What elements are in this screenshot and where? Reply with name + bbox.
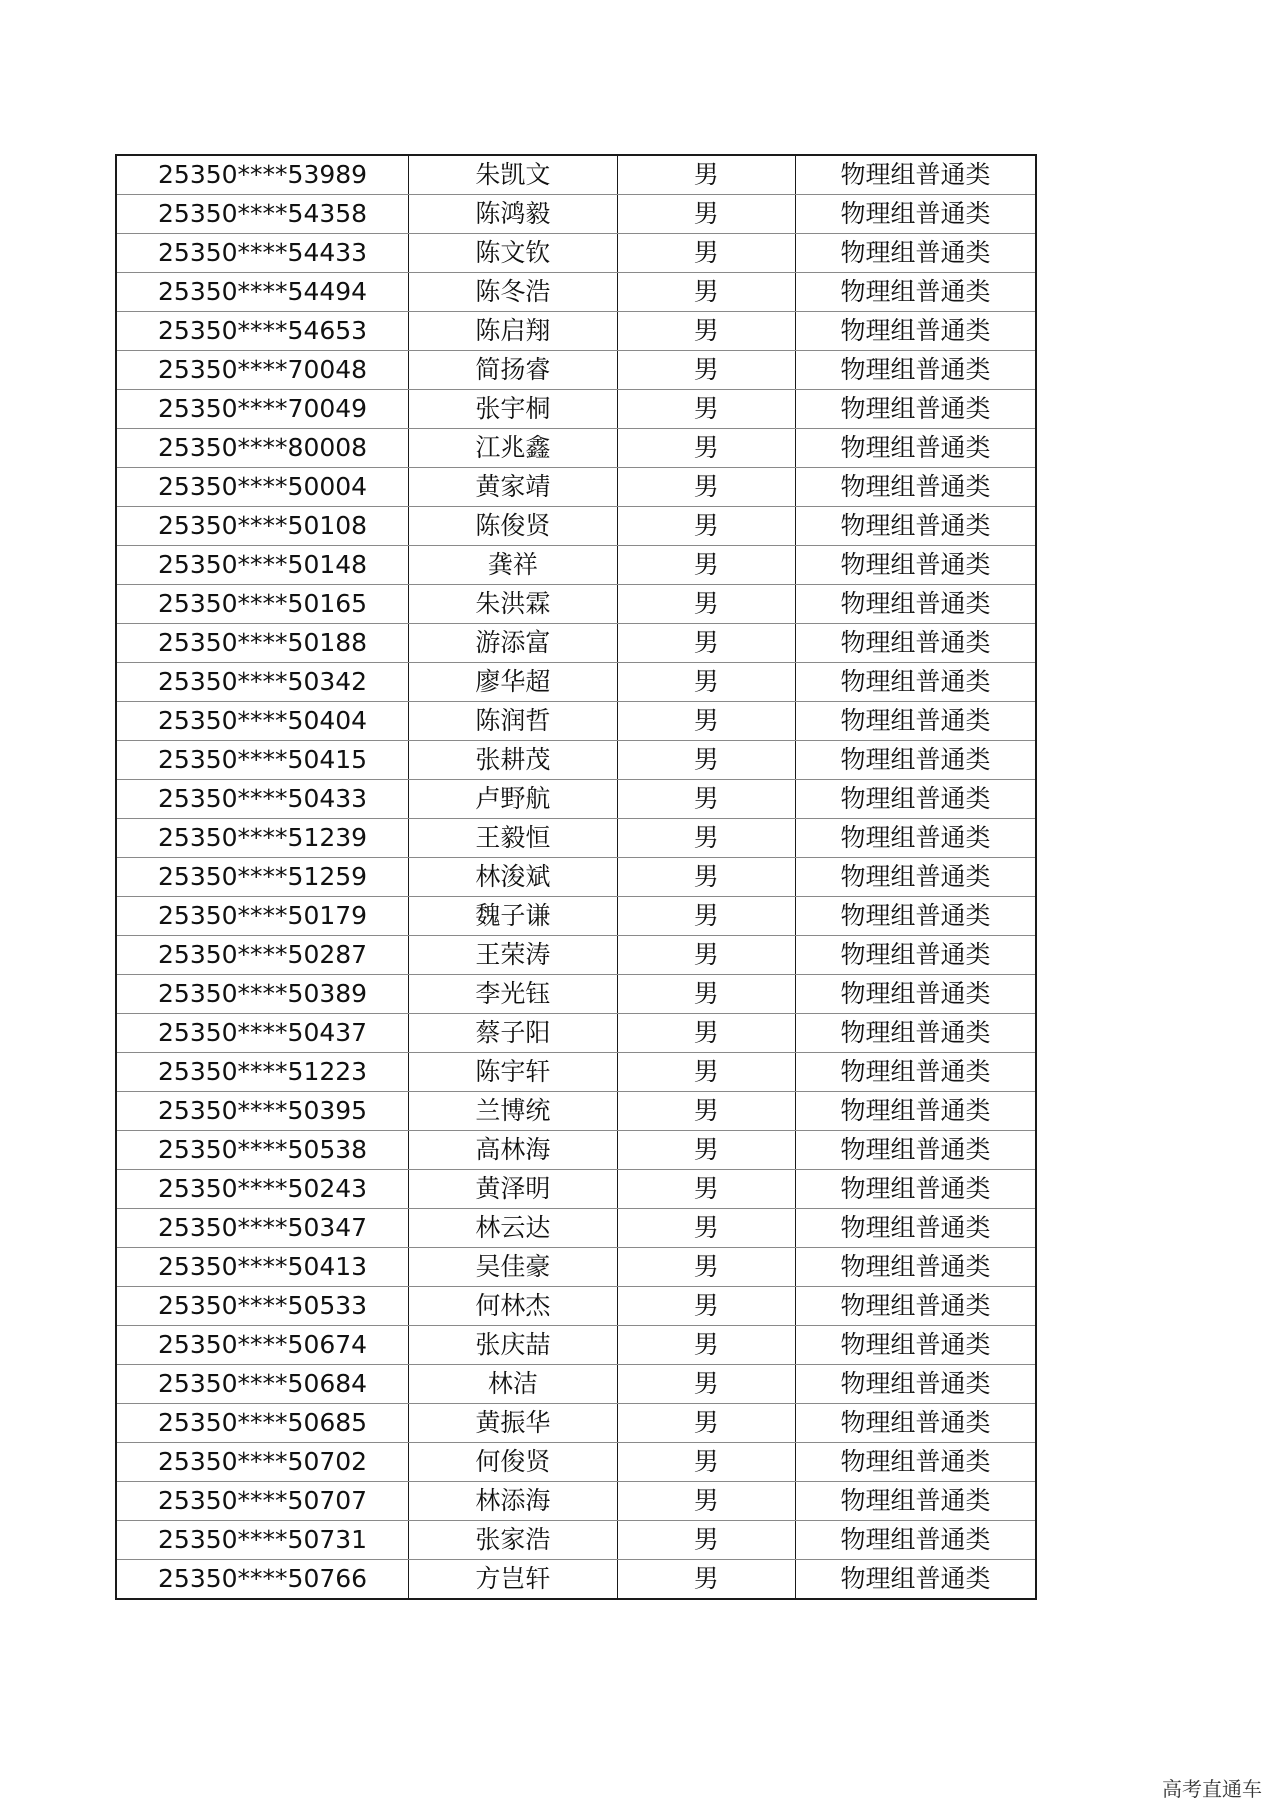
table-row: [116, 1209, 1036, 1248]
student-name-cell: 朱凯文: [409, 155, 617, 195]
student-name-cell: 黄振华: [409, 1404, 617, 1443]
student-name-cell: 陈俊贤: [409, 507, 617, 546]
category-cell: 物理组普通类: [795, 1365, 1036, 1404]
exam-id-cell: 25350****53989: [116, 155, 409, 195]
student-name-cell: 林添海: [409, 1482, 617, 1521]
student-name-cell: 何林杰: [409, 1287, 617, 1326]
category-cell: 物理组普通类: [795, 1404, 1036, 1443]
gender-cell: 男: [617, 1053, 795, 1092]
student-name-cell: 张耕茂: [409, 741, 617, 780]
gender-cell: 男: [617, 507, 795, 546]
gender-cell: 男: [617, 1092, 795, 1131]
category-cell: 物理组普通类: [795, 1248, 1036, 1287]
table-row: [116, 1326, 1036, 1365]
exam-id-cell: 25350****70049: [116, 390, 409, 429]
table-row: [116, 1248, 1036, 1287]
student-name-cell: 兰博统: [409, 1092, 617, 1131]
gender-cell: 男: [617, 1326, 795, 1365]
table-row: [116, 546, 1036, 585]
category-cell: 物理组普通类: [795, 312, 1036, 351]
exam-id-cell: 25350****54433: [116, 234, 409, 273]
gender-cell: 男: [617, 468, 795, 507]
category-cell: 物理组普通类: [795, 624, 1036, 663]
exam-id-cell: 25350****50108: [116, 507, 409, 546]
gender-cell: 男: [617, 195, 795, 234]
exam-id-cell: 25350****50287: [116, 936, 409, 975]
exam-id-cell: 25350****50684: [116, 1365, 409, 1404]
table-row: [116, 390, 1036, 429]
exam-id-cell: 25350****51259: [116, 858, 409, 897]
table-row: [116, 155, 1036, 195]
table-row: [116, 663, 1036, 702]
category-cell: 物理组普通类: [795, 1209, 1036, 1248]
table-row: [116, 1287, 1036, 1326]
category-cell: 物理组普通类: [795, 858, 1036, 897]
table-row: [116, 1443, 1036, 1482]
table-row: [116, 1053, 1036, 1092]
exam-id-cell: 25350****50004: [116, 468, 409, 507]
student-name-cell: 江兆鑫: [409, 429, 617, 468]
category-cell: 物理组普通类: [795, 1014, 1036, 1053]
gender-cell: 男: [617, 975, 795, 1014]
exam-id-cell: 25350****50685: [116, 1404, 409, 1443]
gender-cell: 男: [617, 936, 795, 975]
table-row: [116, 351, 1036, 390]
category-cell: 物理组普通类: [795, 507, 1036, 546]
exam-id-cell: 25350****54358: [116, 195, 409, 234]
gender-cell: 男: [617, 741, 795, 780]
student-name-cell: 黄家靖: [409, 468, 617, 507]
footer-watermark: 高考直通车: [1162, 1777, 1262, 1801]
exam-id-cell: 25350****50538: [116, 1131, 409, 1170]
gender-cell: 男: [617, 624, 795, 663]
student-name-cell: 林浚斌: [409, 858, 617, 897]
table-row: [116, 585, 1036, 624]
gender-cell: 男: [617, 390, 795, 429]
student-name-cell: 张宇桐: [409, 390, 617, 429]
category-cell: 物理组普通类: [795, 741, 1036, 780]
category-cell: 物理组普通类: [795, 702, 1036, 741]
exam-id-cell: 25350****54494: [116, 273, 409, 312]
category-cell: 物理组普通类: [795, 819, 1036, 858]
category-cell: 物理组普通类: [795, 390, 1036, 429]
exam-id-cell: 25350****50243: [116, 1170, 409, 1209]
exam-id-cell: 25350****50404: [116, 702, 409, 741]
student-name-cell: 何俊贤: [409, 1443, 617, 1482]
exam-id-cell: 25350****50533: [116, 1287, 409, 1326]
exam-id-cell: 25350****50395: [116, 1092, 409, 1131]
exam-id-cell: 25350****51223: [116, 1053, 409, 1092]
category-cell: 物理组普通类: [795, 1560, 1036, 1600]
gender-cell: 男: [617, 1443, 795, 1482]
category-cell: 物理组普通类: [795, 780, 1036, 819]
category-cell: 物理组普通类: [795, 155, 1036, 195]
category-cell: 物理组普通类: [795, 1521, 1036, 1560]
category-cell: 物理组普通类: [795, 1131, 1036, 1170]
exam-id-cell: 25350****51239: [116, 819, 409, 858]
student-name-cell: 游添富: [409, 624, 617, 663]
student-name-cell: 蔡子阳: [409, 1014, 617, 1053]
student-name-cell: 林洁: [409, 1365, 617, 1404]
student-name-cell: 卢野航: [409, 780, 617, 819]
category-cell: 物理组普通类: [795, 468, 1036, 507]
exam-id-cell: 25350****50433: [116, 780, 409, 819]
table-row: [116, 1014, 1036, 1053]
student-name-cell: 陈宇轩: [409, 1053, 617, 1092]
gender-cell: 男: [617, 1521, 795, 1560]
table-row: [116, 624, 1036, 663]
table-row: [116, 507, 1036, 546]
roster-body: [116, 155, 1036, 1599]
student-name-cell: 魏子谦: [409, 897, 617, 936]
category-cell: 物理组普通类: [795, 1482, 1036, 1521]
table-row: [116, 273, 1036, 312]
student-name-cell: 简扬睿: [409, 351, 617, 390]
gender-cell: 男: [617, 312, 795, 351]
student-name-cell: 黄泽明: [409, 1170, 617, 1209]
gender-cell: 男: [617, 429, 795, 468]
gender-cell: 男: [617, 1014, 795, 1053]
student-name-cell: 高林海: [409, 1131, 617, 1170]
table-row: [116, 1404, 1036, 1443]
gender-cell: 男: [617, 585, 795, 624]
exam-id-cell: 25350****50413: [116, 1248, 409, 1287]
category-cell: 物理组普通类: [795, 351, 1036, 390]
table-row: [116, 858, 1036, 897]
student-roster-table: [115, 154, 1037, 1600]
category-cell: 物理组普通类: [795, 585, 1036, 624]
table-row: [116, 1092, 1036, 1131]
student-name-cell: 王荣涛: [409, 936, 617, 975]
gender-cell: 男: [617, 702, 795, 741]
category-cell: 物理组普通类: [795, 429, 1036, 468]
table-row: [116, 1365, 1036, 1404]
gender-cell: 男: [617, 1287, 795, 1326]
student-name-cell: 龚祥: [409, 546, 617, 585]
category-cell: 物理组普通类: [795, 975, 1036, 1014]
exam-id-cell: 25350****54653: [116, 312, 409, 351]
student-name-cell: 陈文钦: [409, 234, 617, 273]
gender-cell: 男: [617, 1131, 795, 1170]
exam-id-cell: 25350****50702: [116, 1443, 409, 1482]
exam-id-cell: 25350****50766: [116, 1560, 409, 1600]
gender-cell: 男: [617, 1365, 795, 1404]
gender-cell: 男: [617, 273, 795, 312]
table-row: [116, 780, 1036, 819]
gender-cell: 男: [617, 819, 795, 858]
category-cell: 物理组普通类: [795, 1287, 1036, 1326]
table-row: [116, 468, 1036, 507]
category-cell: 物理组普通类: [795, 234, 1036, 273]
student-name-cell: 陈鸿毅: [409, 195, 617, 234]
category-cell: 物理组普通类: [795, 1443, 1036, 1482]
category-cell: 物理组普通类: [795, 1092, 1036, 1131]
exam-id-cell: 25350****50731: [116, 1521, 409, 1560]
table-row: [116, 1170, 1036, 1209]
student-name-cell: 朱洪霖: [409, 585, 617, 624]
category-cell: 物理组普通类: [795, 1053, 1036, 1092]
category-cell: 物理组普通类: [795, 1326, 1036, 1365]
exam-id-cell: 25350****50415: [116, 741, 409, 780]
gender-cell: 男: [617, 351, 795, 390]
student-name-cell: 王毅恒: [409, 819, 617, 858]
exam-id-cell: 25350****50674: [116, 1326, 409, 1365]
student-name-cell: 陈润哲: [409, 702, 617, 741]
table-row: [116, 819, 1036, 858]
gender-cell: 男: [617, 663, 795, 702]
exam-id-cell: 25350****50389: [116, 975, 409, 1014]
exam-id-cell: 25350****50165: [116, 585, 409, 624]
table-row: [116, 1482, 1036, 1521]
student-name-cell: 吴佳豪: [409, 1248, 617, 1287]
exam-id-cell: 25350****80008: [116, 429, 409, 468]
table-row: [116, 1131, 1036, 1170]
category-cell: 物理组普通类: [795, 273, 1036, 312]
gender-cell: 男: [617, 1404, 795, 1443]
student-name-cell: 廖华超: [409, 663, 617, 702]
gender-cell: 男: [617, 897, 795, 936]
student-name-cell: 陈冬浩: [409, 273, 617, 312]
gender-cell: 男: [617, 155, 795, 195]
table-row: [116, 195, 1036, 234]
gender-cell: 男: [617, 1560, 795, 1600]
student-name-cell: 陈启翔: [409, 312, 617, 351]
table-row: [116, 1560, 1036, 1600]
table-row: [116, 897, 1036, 936]
student-name-cell: 张家浩: [409, 1521, 617, 1560]
exam-id-cell: 25350****50188: [116, 624, 409, 663]
exam-id-cell: 25350****70048: [116, 351, 409, 390]
student-name-cell: 方岂轩: [409, 1560, 617, 1600]
gender-cell: 男: [617, 234, 795, 273]
student-name-cell: 张庆喆: [409, 1326, 617, 1365]
gender-cell: 男: [617, 1248, 795, 1287]
category-cell: 物理组普通类: [795, 663, 1036, 702]
category-cell: 物理组普通类: [795, 1170, 1036, 1209]
gender-cell: 男: [617, 780, 795, 819]
exam-id-cell: 25350****50707: [116, 1482, 409, 1521]
category-cell: 物理组普通类: [795, 936, 1036, 975]
student-name-cell: 李光钰: [409, 975, 617, 1014]
student-name-cell: 林云达: [409, 1209, 617, 1248]
gender-cell: 男: [617, 1209, 795, 1248]
exam-id-cell: 25350****50437: [116, 1014, 409, 1053]
table-row: [116, 975, 1036, 1014]
table-row: [116, 312, 1036, 351]
table-row: [116, 936, 1036, 975]
category-cell: 物理组普通类: [795, 546, 1036, 585]
category-cell: 物理组普通类: [795, 897, 1036, 936]
table-row: [116, 234, 1036, 273]
exam-id-cell: 25350****50342: [116, 663, 409, 702]
gender-cell: 男: [617, 546, 795, 585]
table-row: [116, 702, 1036, 741]
table-row: [116, 741, 1036, 780]
exam-id-cell: 25350****50148: [116, 546, 409, 585]
gender-cell: 男: [617, 1482, 795, 1521]
gender-cell: 男: [617, 1170, 795, 1209]
exam-id-cell: 25350****50179: [116, 897, 409, 936]
exam-id-cell: 25350****50347: [116, 1209, 409, 1248]
table-row: [116, 429, 1036, 468]
category-cell: 物理组普通类: [795, 195, 1036, 234]
table-row: [116, 1521, 1036, 1560]
gender-cell: 男: [617, 858, 795, 897]
